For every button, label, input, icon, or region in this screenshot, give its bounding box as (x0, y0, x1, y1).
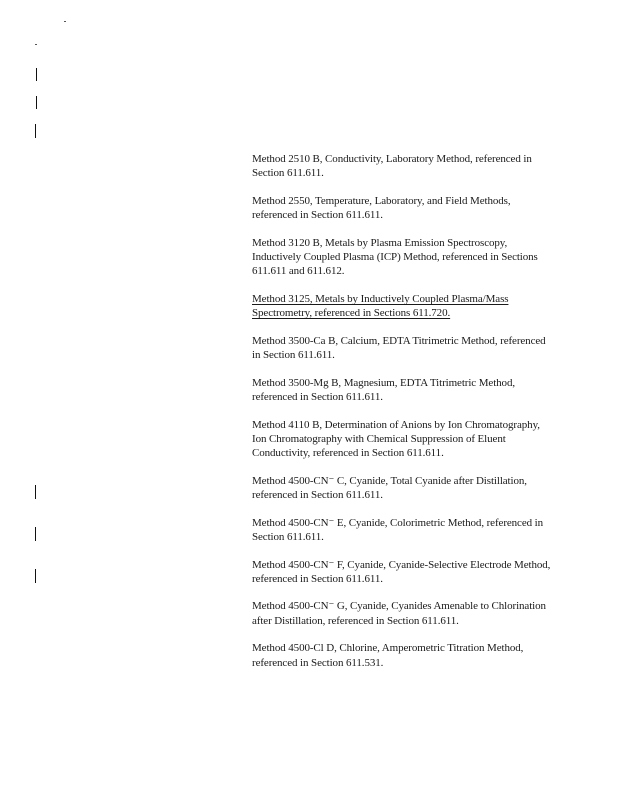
revision-bar (35, 485, 36, 499)
method-entry: Method 3500-Mg B, Magnesium, EDTA Titrimetric Method, referenced in Section 611.611. (252, 376, 516, 403)
method-entry: Method 4500-CN⁻ G, Cyanide, Cyanides Amenable to Chlorination after Distillation, referenced in Section 611.611. (252, 600, 546, 627)
revision-bar (36, 68, 37, 81)
revision-bar (35, 124, 36, 138)
revision-bar (35, 569, 36, 583)
method-entry: Method 2550, Temperature, Laboratory, and Field Methods, referenced in Section 611.611. (252, 194, 511, 222)
method-entry: Method 3120 B, Metals by Plasma Emission Spectroscopy, Inductively Coupled Plasma (ICP) Method, referenced in Sections 611.611 and 611.612. (252, 236, 538, 278)
revision-bar (36, 96, 37, 109)
method-reference-list (252, 152, 552, 683)
method-entry-inserted: Method 3125, Metals by Inductively Coupled Plasma/Mass Spectrometry, referenced in Sections 611.720. (252, 292, 509, 320)
revision-bar (35, 527, 36, 541)
method-entry: Method 4500-Cl D, Chlorine, Amperometric Titration Method, referenced in Section 611.531. (252, 642, 524, 669)
method-entry: Method 4500-CN⁻ C, Cyanide, Total Cyanide after Distillation, referenced in Section 611.611. (252, 474, 527, 501)
method-entry: Method 4500-CN⁻ E, Cyanide, Colorimetric Method, referenced in Section 611.611. (252, 516, 544, 543)
method-entry: Method 3500-Ca B, Calcium, EDTA Titrimetric Method, referenced in Section 611.611. (252, 334, 546, 362)
method-entry: Method 4110 B, Determination of Anions by Ion Chromatography, Ion Chromatography with Chemical Suppression of Eluent Conductivity, referenced in Section 611.611. (252, 418, 540, 460)
scan-speck (64, 21, 66, 22)
method-entry: Method 4500-CN⁻ F, Cyanide, Cyanide-Selective Electrode Method, referenced in Section 611.611. (252, 558, 551, 585)
scan-speck (35, 44, 37, 45)
method-entry: Method 2510 B, Conductivity, Laboratory Method, referenced in Section 611.611. (252, 153, 532, 180)
